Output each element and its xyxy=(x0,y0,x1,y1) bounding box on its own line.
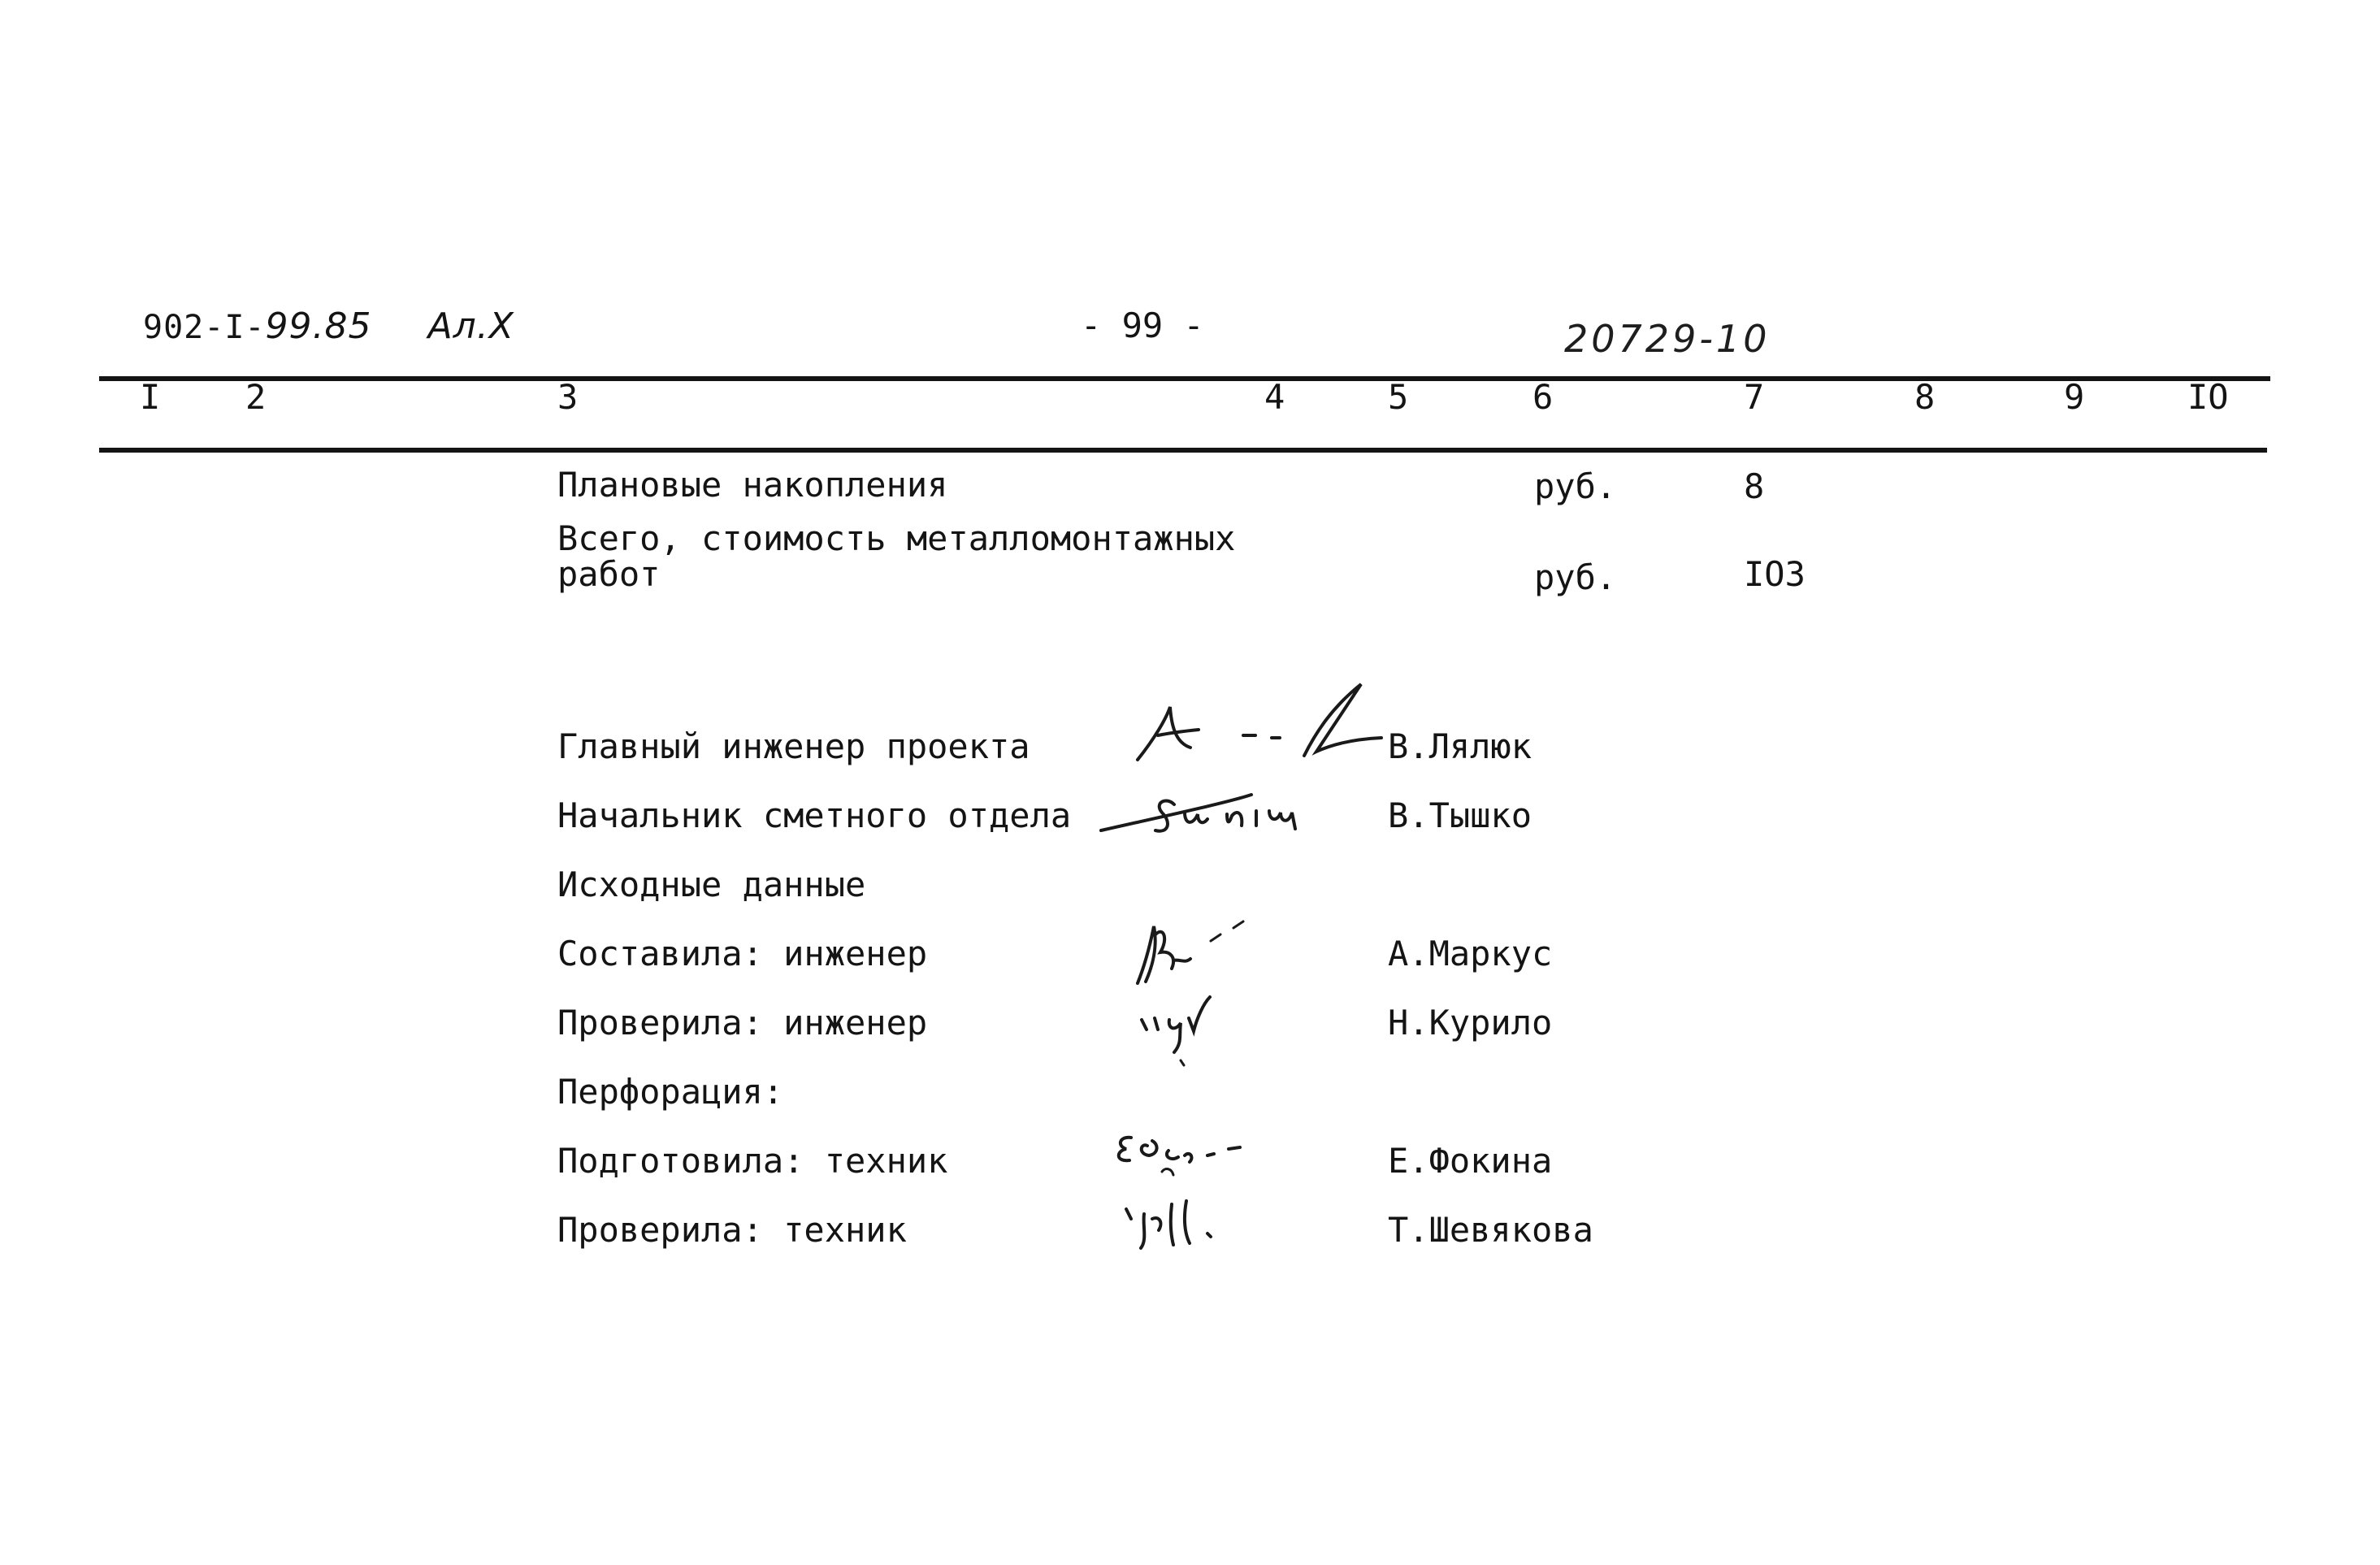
column-number-4: 4 xyxy=(1264,377,1285,417)
column-number-3: 3 xyxy=(557,377,579,417)
sig-role-checked-engineer: Проверила: инженер xyxy=(557,1003,928,1043)
sig-role-chief-engineer: Главный инженер проекта xyxy=(557,726,1030,766)
row-planned-savings-value: 8 xyxy=(1744,466,1765,506)
sig-section-perforation: Перфорация: xyxy=(557,1072,784,1112)
sig-name-kurilo: Н.Курило xyxy=(1388,1003,1553,1043)
column-number-8: 8 xyxy=(1914,377,1936,417)
sig-name-lyalyuk: В.Лялюк xyxy=(1388,726,1532,766)
document-code xyxy=(143,306,514,347)
page-number: - 99 - xyxy=(1081,306,1204,345)
sig-name-fokina: Е.Фокина xyxy=(1388,1141,1553,1181)
row-total-value: IO3 xyxy=(1744,554,1806,594)
sig-name-shevyakova: Т.Шевякова xyxy=(1388,1210,1593,1250)
sig-role-compiled-engineer: Составила: инженер xyxy=(557,934,928,973)
album-number-handwritten: Ал.X xyxy=(427,306,514,347)
sig-role-prepared-technician: Подготовила: техник xyxy=(557,1141,948,1181)
row-total-name-line2: работ xyxy=(557,554,661,594)
sig-role-estimate-head: Начальник сметного отдела xyxy=(557,796,1072,835)
document-code-handwritten: 99.85 xyxy=(265,306,372,347)
column-number-1: I xyxy=(140,377,161,417)
table-top-rule xyxy=(99,376,2270,381)
row-total-unit: руб. xyxy=(1534,557,1617,597)
sig-role-checked-technician: Проверила: техник xyxy=(557,1210,907,1250)
signature-tyshko xyxy=(1097,780,1365,845)
document-number-handwritten: 20729-10 xyxy=(1564,317,1771,361)
column-number-10: IO xyxy=(2187,377,2229,417)
column-number-5: 5 xyxy=(1388,377,1409,417)
sig-section-source-data: Исходные данные xyxy=(557,865,866,904)
column-number-2: 2 xyxy=(245,377,267,417)
row-total-name-line1: Всего, стоимость металломонтажных xyxy=(557,518,1236,558)
column-number-9: 9 xyxy=(2064,377,2085,417)
signature-lyalyuk xyxy=(1121,674,1389,780)
row-planned-savings-unit: руб. xyxy=(1534,466,1617,506)
table-header-bottom-rule xyxy=(99,448,2267,453)
signature-kurilo xyxy=(1125,979,1280,1069)
sig-name-markus: А.Маркус xyxy=(1388,934,1553,973)
column-number-6: 6 xyxy=(1532,377,1554,417)
signature-fokina xyxy=(1105,1121,1308,1186)
signature-shevyakova xyxy=(1105,1186,1284,1259)
column-number-7: 7 xyxy=(1744,377,1765,417)
sig-name-tyshko: В.Тышко xyxy=(1388,796,1532,835)
row-planned-savings-name: Плановые накопления xyxy=(557,465,948,505)
document-code-printed: 902-I- xyxy=(143,309,266,346)
